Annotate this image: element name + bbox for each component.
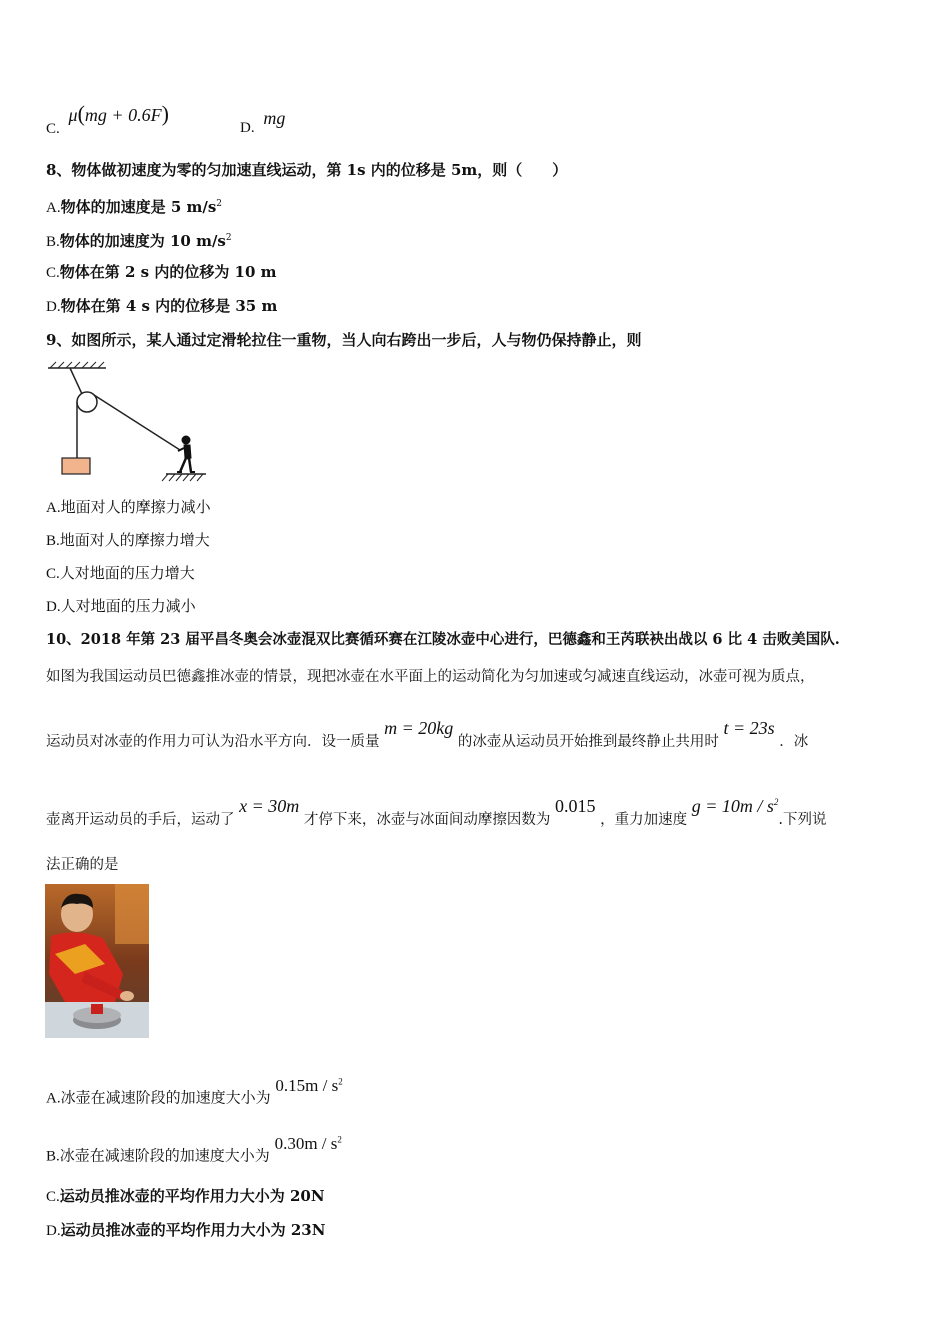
q10-option-b: B.冰壶在减速阶段的加速度大小为 $0.30m / s^2$ <box>46 1133 342 1165</box>
q10-stem-line-4: 壶离开运动员的手后，运动了 x = 30m 才停下来，冰壶与冰面间动摩擦因数为 0.015 ，重力加速度 $g = 10m / s^2$.下列说 <box>46 796 827 828</box>
q9-option-a: A.地面对人的摩擦力减小 <box>46 498 211 516</box>
q7-option-d <box>240 108 286 136</box>
mass-formula: m = 20kg <box>384 718 454 738</box>
ground-hatch <box>162 474 203 481</box>
q10-stem-line-2: 如图为我国运动员巴德鑫推冰壶的情景，现把冰壶在水平面上的运动简化为匀加速或匀减速直线运动，冰壶可视为质点， <box>46 669 815 685</box>
q9-stem: 9、如图所示，某人通过定滑轮拉住一重物，当人向右跨出一步后，人与物仍保持静止，则 <box>46 331 642 349</box>
option-a-formula: $0.15m / s^2$ <box>275 1075 343 1095</box>
distance-formula: x = 30m <box>239 796 300 816</box>
q8-option-b: B.物体的加速度为 10 $m/s^2$ <box>46 232 232 250</box>
ceiling-hatch <box>50 362 104 368</box>
q9-option-d: D.人对地面的压力减小 <box>46 597 196 615</box>
person-icon <box>177 436 195 472</box>
option-b-formula: $0.30m / s^2$ <box>274 1133 342 1153</box>
option-label: C. <box>46 121 60 137</box>
q7-option-c-formula: μ(mg + 0.6F) <box>68 101 169 126</box>
q10-option-a: A.冰壶在减速阶段的加速度大小为 $0.15m / s^2$ <box>46 1075 343 1107</box>
q8-stem: 8、物体做初速度为零的匀加速直线运动，第 1s 内的位移是 5m，则（ ） <box>46 161 568 179</box>
gravity-formula: $g = 10m / s^2$ <box>691 796 779 816</box>
pulley-support <box>70 368 82 394</box>
weight-block <box>62 458 90 474</box>
q7-option-d-formula: mg <box>263 108 286 128</box>
q10-option-c: C.运动员推冰壶的平均作用力大小为 20N <box>46 1187 325 1205</box>
formula-body: mg + 0.6F <box>84 105 162 125</box>
q10-stem-line-5: 法正确的是 <box>46 857 119 873</box>
pulley-figure <box>44 360 214 490</box>
rope-slanted <box>94 395 180 450</box>
q10-option-d: D.运动员推冰壶的平均作用力大小为 23N <box>46 1221 326 1239</box>
q9-option-c: C.人对地面的压力增大 <box>46 564 195 582</box>
q8-option-c: C.物体在第 2 s 内的位移为 10 m <box>46 263 277 281</box>
option-label: D. <box>240 120 255 136</box>
q8-option-a: A.物体的加速度是 5 $m/s^2$ <box>46 198 223 216</box>
q9-option-b: B.地面对人的摩擦力增大 <box>46 531 210 549</box>
mu-symbol: μ <box>68 105 78 125</box>
friction-coefficient: 0.015 <box>554 796 596 816</box>
q8-option-d: D.物体在第 4 s 内的位移是 35 m <box>46 297 278 315</box>
q7-option-c <box>46 101 169 137</box>
q10-stem-line-3: 运动员对冰壶的作用力可认为沿水平方向．设一质量 m = 20kg 的冰壶从运动员开始推到最终静止共用时 t = 23s ．冰 <box>46 718 809 750</box>
q10-stem-line-1: 10、2018 年第 23 届平昌冬奥会冰壶混双比赛循环赛在江陵冰壶中心进行，巴德鑫和王芮联袂出战以 6 比 4 击败美国队. <box>46 631 840 648</box>
time-formula: t = 23s <box>723 718 775 738</box>
curling-photo <box>45 884 149 1038</box>
